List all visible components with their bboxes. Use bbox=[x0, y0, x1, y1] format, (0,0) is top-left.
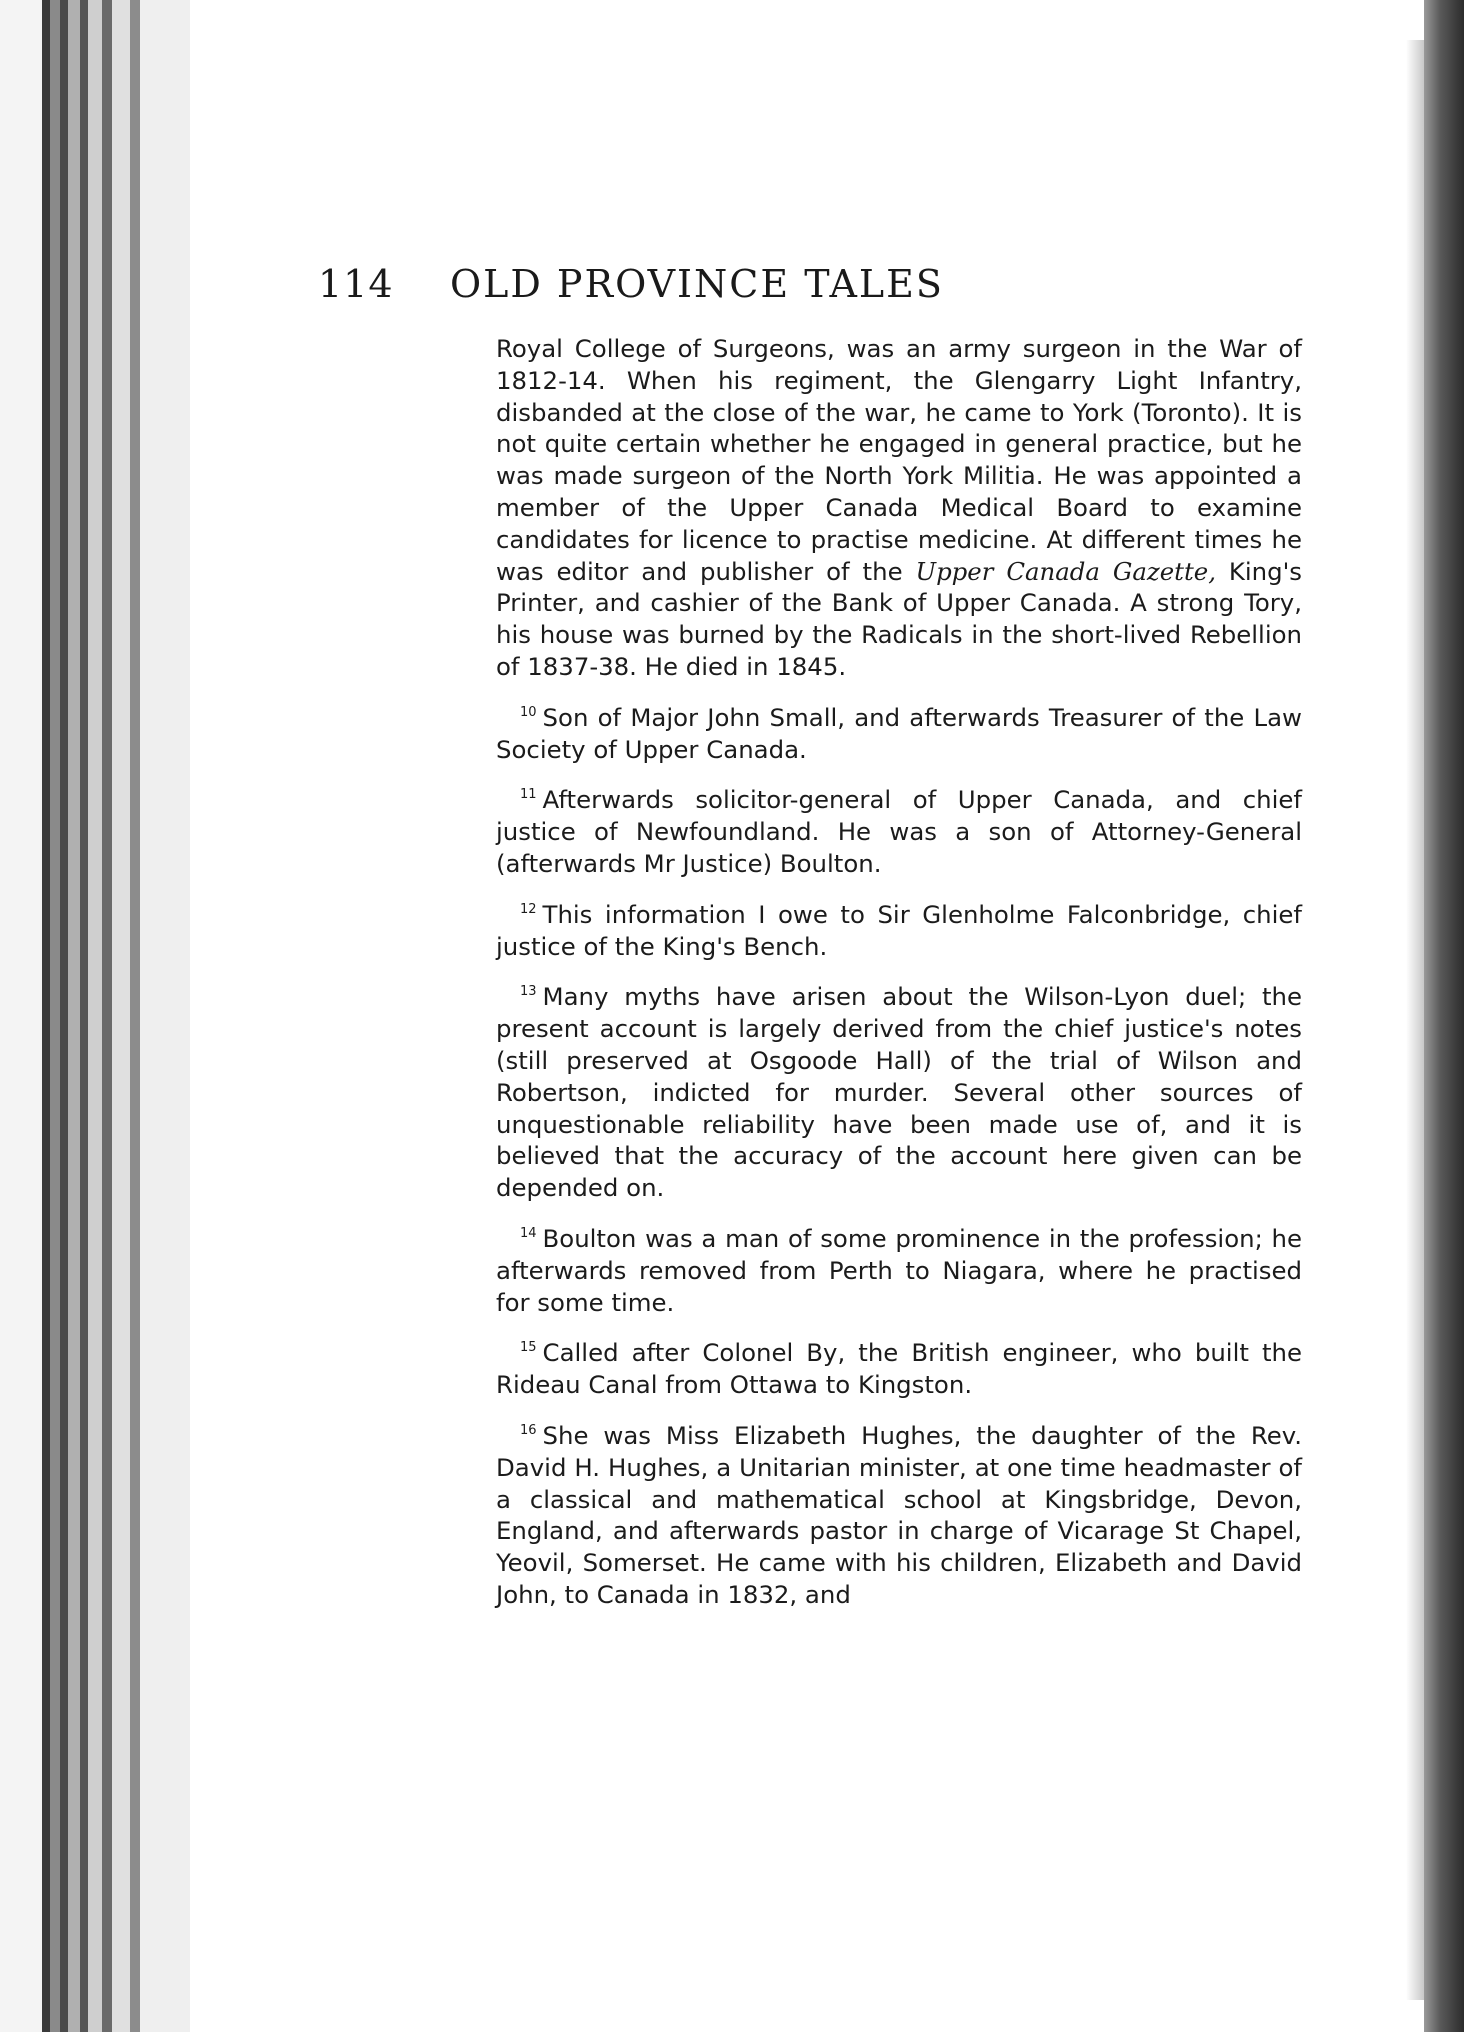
footnote-text: King's Printer, and cashier of the Bank of Upper Canada. A strong Tory, his house was burned by the Radicals in the short-lived Rebellion of 1837-38. He died in 1845. bbox=[496, 556, 1302, 681]
page-edge bbox=[68, 0, 80, 2032]
page-edge bbox=[60, 0, 68, 2032]
footnote-number: 15 bbox=[520, 1340, 537, 1356]
page-edge bbox=[112, 0, 130, 2032]
footnote-text: She was Miss Elizabeth Hughes, the daughter of the Rev. David H. Hughes, a Unitarian minister, at one time headmaster of a classical and mathematical school at Kingsbridge, Devon, England, and afterwards pastor in charge of Vicarage St Chapel, Yeovil, Somerset. He came with his children, Elizabeth and David John, to Canada in 1832, and bbox=[496, 1420, 1302, 1609]
footnote-number: 10 bbox=[520, 704, 537, 720]
footnote-15 bbox=[496, 1332, 1302, 1401]
stacked-page-edges bbox=[0, 0, 200, 2032]
page-number: 114 bbox=[318, 262, 394, 306]
page-edge bbox=[140, 0, 190, 2032]
footnote-number: 11 bbox=[520, 787, 537, 803]
page-edge bbox=[42, 0, 50, 2032]
italic-title: Upper Canada Gazette, bbox=[915, 556, 1216, 586]
page-edge bbox=[130, 0, 140, 2032]
page-edge bbox=[0, 0, 42, 2032]
footnote-text: Called after Colonel By, the British engineer, who built the Rideau Canal from Ottawa to Kingston. bbox=[496, 1338, 1302, 1400]
running-title: OLD PROVINCE TALES bbox=[450, 262, 944, 306]
continued-footnote bbox=[496, 333, 1302, 683]
footnote-text: Many myths have arisen about the Wilson-Lyon duel; the present account is largely derived from the chief justice's notes (still preserved at Osgoode Hall) of the trial of Wilson and Robertson, indicted for murder. Several other sources of unquestionable reliability have been made use of, and it is believed that the accuracy of the account here given can be depended on. bbox=[496, 982, 1302, 1203]
footnote-text: Son of Major John Small, and afterwards Treasurer of the Law Society of Upper Canada. bbox=[496, 702, 1302, 764]
footnote-text: Afterwards solicitor-general of Upper Canada, and chief justice of Newfoundland. He was a son of Attorney-General (afterwards Mr Justice) Boulton. bbox=[496, 785, 1302, 878]
page-edge bbox=[80, 0, 88, 2032]
book-spine-shadow bbox=[1424, 0, 1464, 2032]
footnote-number: 16 bbox=[520, 1422, 537, 1438]
footnote-16 bbox=[496, 1415, 1302, 1611]
footnote-number: 14 bbox=[520, 1225, 537, 1241]
footnote-text: Royal College of Surgeons, was an army surgeon in the War of 1812-14. When his regiment, the Glengarry Light Infantry, disbanded at the close of the war, he came to York (Toronto). It is not quite certain whether he engaged in general practice, but he was made surgeon of the North York Militia. He was appointed a member of the Upper Canada Medical Board to examine candidates for licence to practise medicine. At different times he was editor and publisher of the bbox=[496, 334, 1302, 586]
page-edge bbox=[50, 0, 60, 2032]
footnote-number: 12 bbox=[520, 901, 537, 917]
footnote-10 bbox=[496, 697, 1302, 766]
footnote-14 bbox=[496, 1218, 1302, 1318]
footnote-11 bbox=[496, 779, 1302, 879]
page-edge bbox=[102, 0, 112, 2032]
footnote-text: Boulton was a man of some prominence in the profession; he afterwards removed from Perth to Niagara, where he practised for some time. bbox=[496, 1223, 1302, 1317]
page-edge bbox=[88, 0, 102, 2032]
running-head bbox=[318, 262, 1148, 322]
footnotes-text bbox=[496, 333, 1302, 1625]
footnote-13 bbox=[496, 976, 1302, 1204]
footnote-12 bbox=[496, 894, 1302, 963]
footnote-text: This information I owe to Sir Glenholme Falconbridge, chief justice of the King's Bench. bbox=[496, 899, 1302, 961]
footnote-number: 13 bbox=[520, 984, 537, 1000]
page-curl-shadow bbox=[1406, 40, 1424, 2000]
